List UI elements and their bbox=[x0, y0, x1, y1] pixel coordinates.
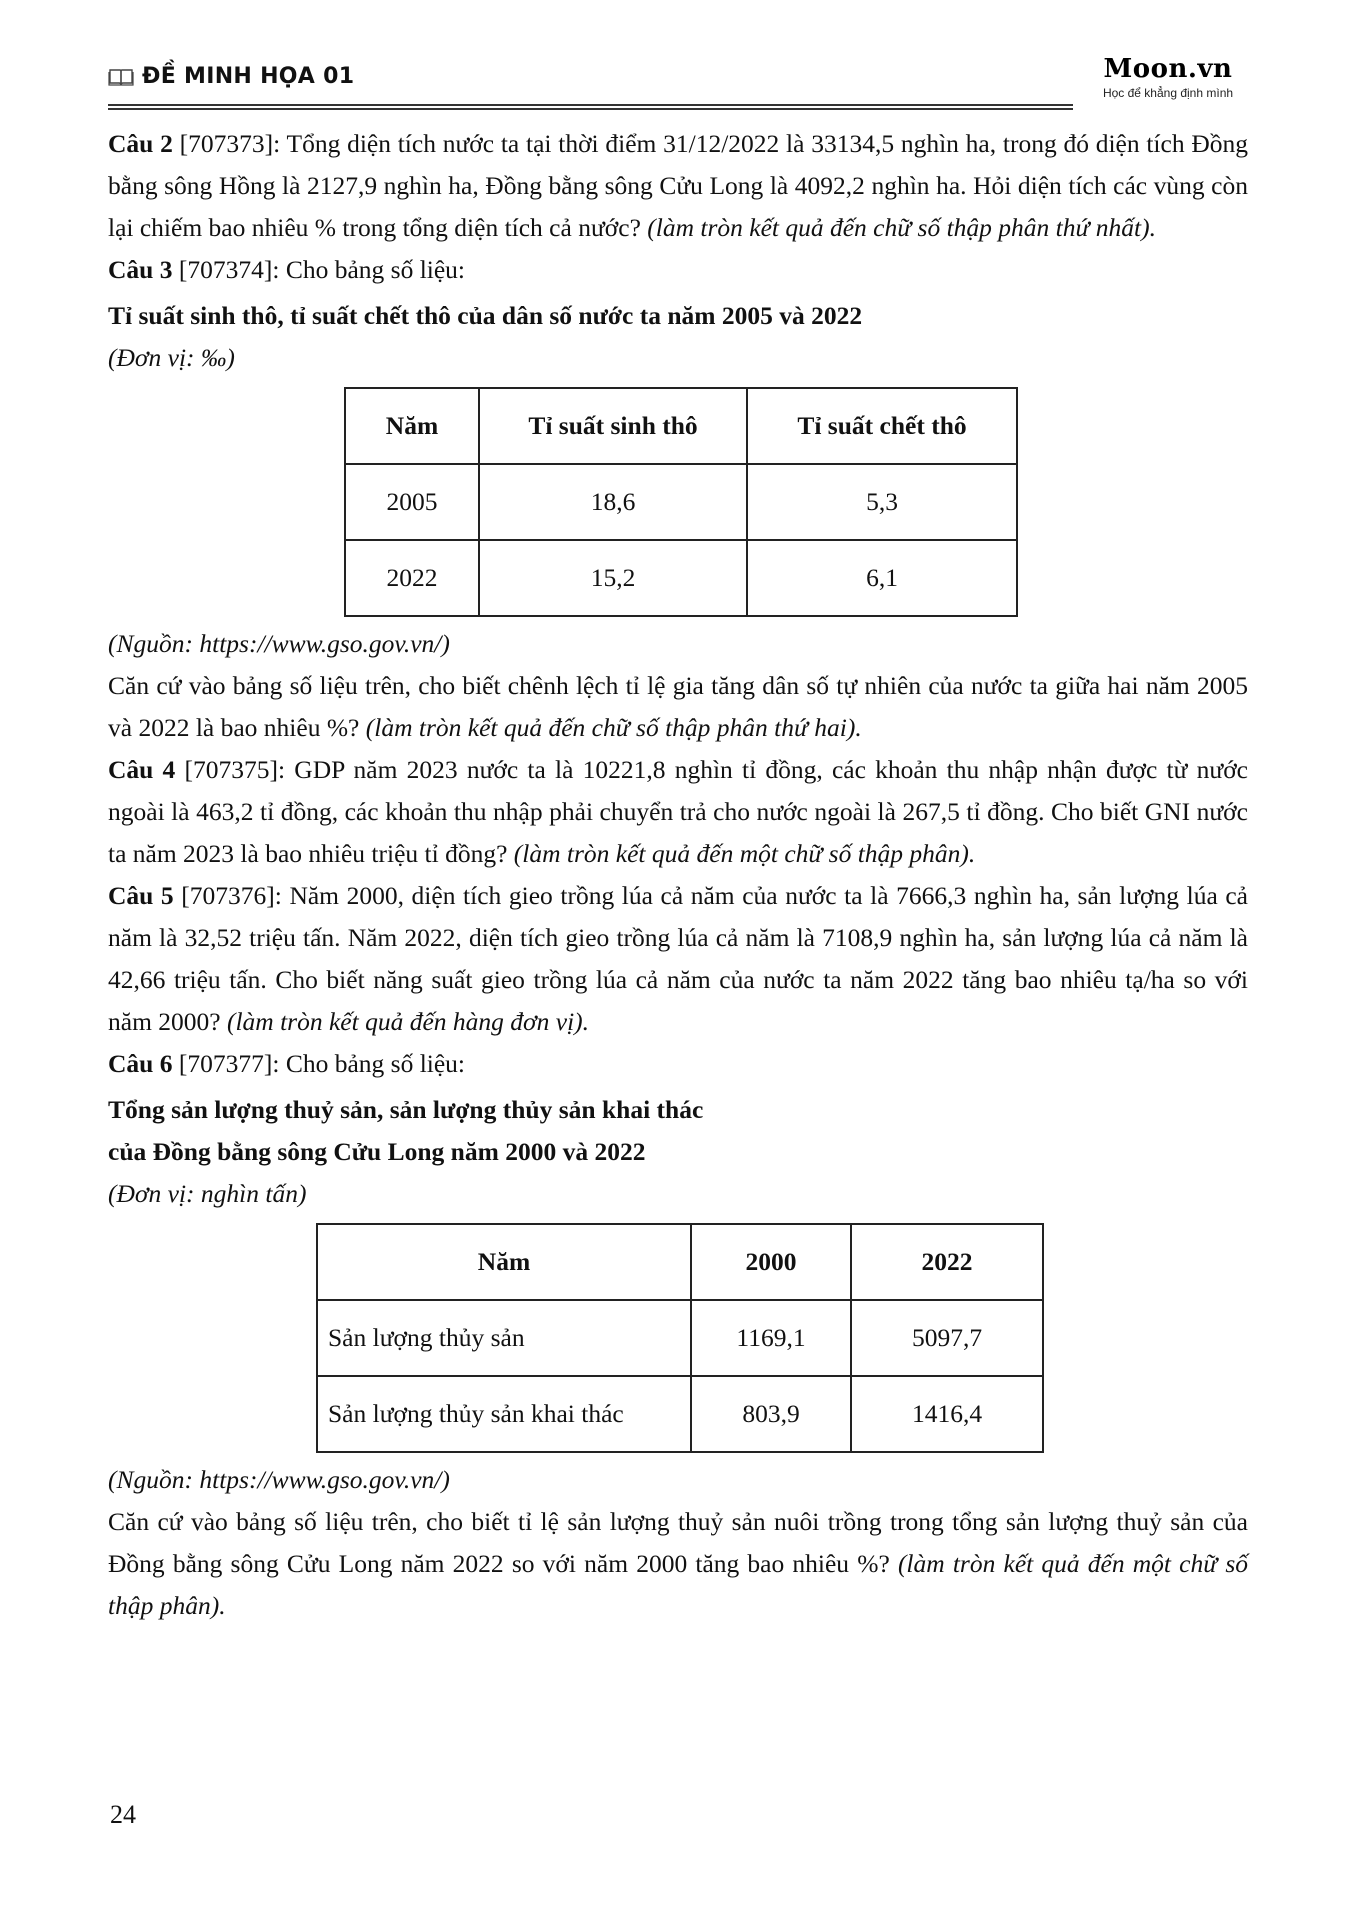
table-title: Tỉ suất sinh thô, tỉ suất chết thô của dân số nước ta năm 2005 và 2022 bbox=[108, 301, 863, 330]
table-cell: 18,6 bbox=[479, 464, 747, 540]
table-header-row bbox=[345, 388, 1017, 464]
header-title: ĐỀ MINH HỌA 01 bbox=[142, 64, 355, 89]
table-cell: 5,3 bbox=[747, 464, 1017, 540]
rounding-note: (làm tròn kết quả đến một chữ số thập phân). bbox=[513, 839, 976, 868]
question-5 bbox=[108, 875, 1248, 1043]
table-unit: (Đơn vị: nghìn tấn) bbox=[108, 1179, 307, 1208]
brand bbox=[1078, 54, 1258, 100]
question-text: Căn cứ vào bảng số liệu trên, cho biết tỉ lệ sản lượng thuỷ sản nuôi trồng trong tổng sản lượng thuỷ sản của Đồng bằng sông Cửu Long năm 2022 so với năm 2000 tăng bao nhiêu %? bbox=[108, 1507, 1248, 1578]
question-6 bbox=[108, 1043, 1248, 1085]
question-3-prompt bbox=[108, 665, 1248, 749]
table-source: (Nguồn: https://www.gso.gov.vn/) bbox=[108, 1465, 450, 1494]
book-icon bbox=[108, 67, 134, 87]
table-cell: 1416,4 bbox=[851, 1376, 1043, 1452]
table-source: (Nguồn: https://www.gso.gov.vn/) bbox=[108, 629, 450, 658]
rounding-note: (làm tròn kết quả đến một chữ số thập phân). bbox=[108, 1549, 1248, 1620]
table-row bbox=[345, 464, 1017, 540]
page-header bbox=[108, 54, 1258, 120]
rounding-note: (làm tròn kết quả đến chữ số thập phân thứ nhất). bbox=[647, 213, 1156, 242]
question-intro: Cho bảng số liệu: bbox=[279, 255, 466, 284]
question-text: Tổng diện tích nước ta tại thời điểm 31/12/2022 là 33134,5 nghìn ha, trong đó diện tích Đồng bằng sông Hồng là 2127,9 nghìn ha, Đồng bằng sông Cửu Long là 4092,2 nghìn ha. Hỏi diện tích các vùng còn lại chiếm bao nhiêu % trong tổng diện tích cả nước? bbox=[108, 129, 1249, 242]
table-cell: 6,1 bbox=[747, 540, 1017, 616]
column-header: Năm bbox=[345, 388, 479, 464]
header-divider bbox=[108, 104, 1073, 110]
question-text: Năm 2000, diện tích gieo trồng lúa cả năm của nước ta là 7666,3 nghìn ha, sản lượng lúa cả năm là 32,52 triệu tấn. Năm 2022, diện tích gieo trồng lúa cả năm là 7108,9 nghìn ha, sản lượng lúa cả năm là 42,66 triệu tấn. Cho biết năng suất gieo trồng lúa cả năm của nước ta năm 2022 tăng bao nhiêu tạ/ha so với năm 2000? bbox=[108, 881, 1248, 1036]
question-label: Câu 2 bbox=[108, 129, 173, 158]
table-row bbox=[345, 540, 1017, 616]
table-cell: 2005 bbox=[345, 464, 479, 540]
question-id: [707377]: bbox=[178, 1049, 280, 1078]
question-6-prompt bbox=[108, 1501, 1248, 1627]
question-id: [707375]: bbox=[184, 755, 286, 784]
question-text: Căn cứ vào bảng số liệu trên, cho biết chênh lệch tỉ lệ gia tăng dân số tự nhiên của nước ta giữa hai năm 2005 và 2022 là bao nhiêu %? bbox=[108, 671, 1248, 742]
table-title-line-2: của Đồng bằng sông Cửu Long năm 2000 và 2022 bbox=[108, 1137, 646, 1166]
column-header: Tỉ suất chết thô bbox=[747, 388, 1017, 464]
brand-tagline: Học để khẳng định mình bbox=[1102, 86, 1234, 100]
column-header: Năm bbox=[317, 1224, 691, 1300]
question-label: Câu 5 bbox=[108, 881, 174, 910]
question-id: [707373]: bbox=[179, 129, 281, 158]
question-id: [707376]: bbox=[181, 881, 282, 910]
table-cell: 803,9 bbox=[691, 1376, 851, 1452]
column-header: Tỉ suất sinh thô bbox=[479, 388, 747, 464]
question-label: Câu 6 bbox=[108, 1049, 173, 1078]
brand-logo: Moon.vn bbox=[1103, 54, 1233, 84]
page-number: 24 bbox=[110, 1800, 136, 1829]
column-header: 2022 bbox=[851, 1224, 1043, 1300]
column-header: 2000 bbox=[691, 1224, 851, 1300]
row-label: Sản lượng thủy sản bbox=[317, 1300, 691, 1376]
table-title-line-1: Tổng sản lượng thuỷ sản, sản lượng thủy sản khai thác bbox=[108, 1095, 704, 1124]
question-id: [707374]: bbox=[178, 255, 280, 284]
table-row bbox=[317, 1300, 1043, 1376]
question-label: Câu 4 bbox=[108, 755, 176, 784]
table-header-row bbox=[317, 1224, 1043, 1300]
question-text: GDP năm 2023 nước ta là 10221,8 nghìn tỉ đồng, các khoản thu nhập nhận được từ nước ngoài là 463,2 tỉ đồng, các khoản thu nhập phải chuyển trả cho nước ngoài là 267,5 tỉ đồng. Cho biết GNI nước ta năm 2023 là bao nhiêu triệu tỉ đồng? bbox=[108, 755, 1248, 868]
birth-death-rate-table bbox=[344, 387, 1018, 617]
question-intro: Cho bảng số liệu: bbox=[279, 1049, 466, 1078]
question-label: Câu 3 bbox=[108, 255, 173, 284]
table-cell: 5097,7 bbox=[851, 1300, 1043, 1376]
rounding-note: (làm tròn kết quả đến chữ số thập phân thứ hai). bbox=[365, 713, 862, 742]
row-label: Sản lượng thủy sản khai thác bbox=[317, 1376, 691, 1452]
fishery-output-table bbox=[316, 1223, 1044, 1453]
table-cell: 15,2 bbox=[479, 540, 747, 616]
table-cell: 2022 bbox=[345, 540, 479, 616]
table-unit: (Đơn vị: ‰) bbox=[108, 343, 235, 372]
question-3 bbox=[108, 249, 1248, 291]
question-2 bbox=[108, 123, 1248, 249]
table-row bbox=[317, 1376, 1043, 1452]
header-title-group bbox=[108, 64, 354, 89]
question-4 bbox=[108, 749, 1248, 875]
table-cell: 1169,1 bbox=[691, 1300, 851, 1376]
rounding-note: (làm tròn kết quả đến hàng đơn vị). bbox=[226, 1007, 590, 1036]
document-body bbox=[108, 123, 1248, 1627]
